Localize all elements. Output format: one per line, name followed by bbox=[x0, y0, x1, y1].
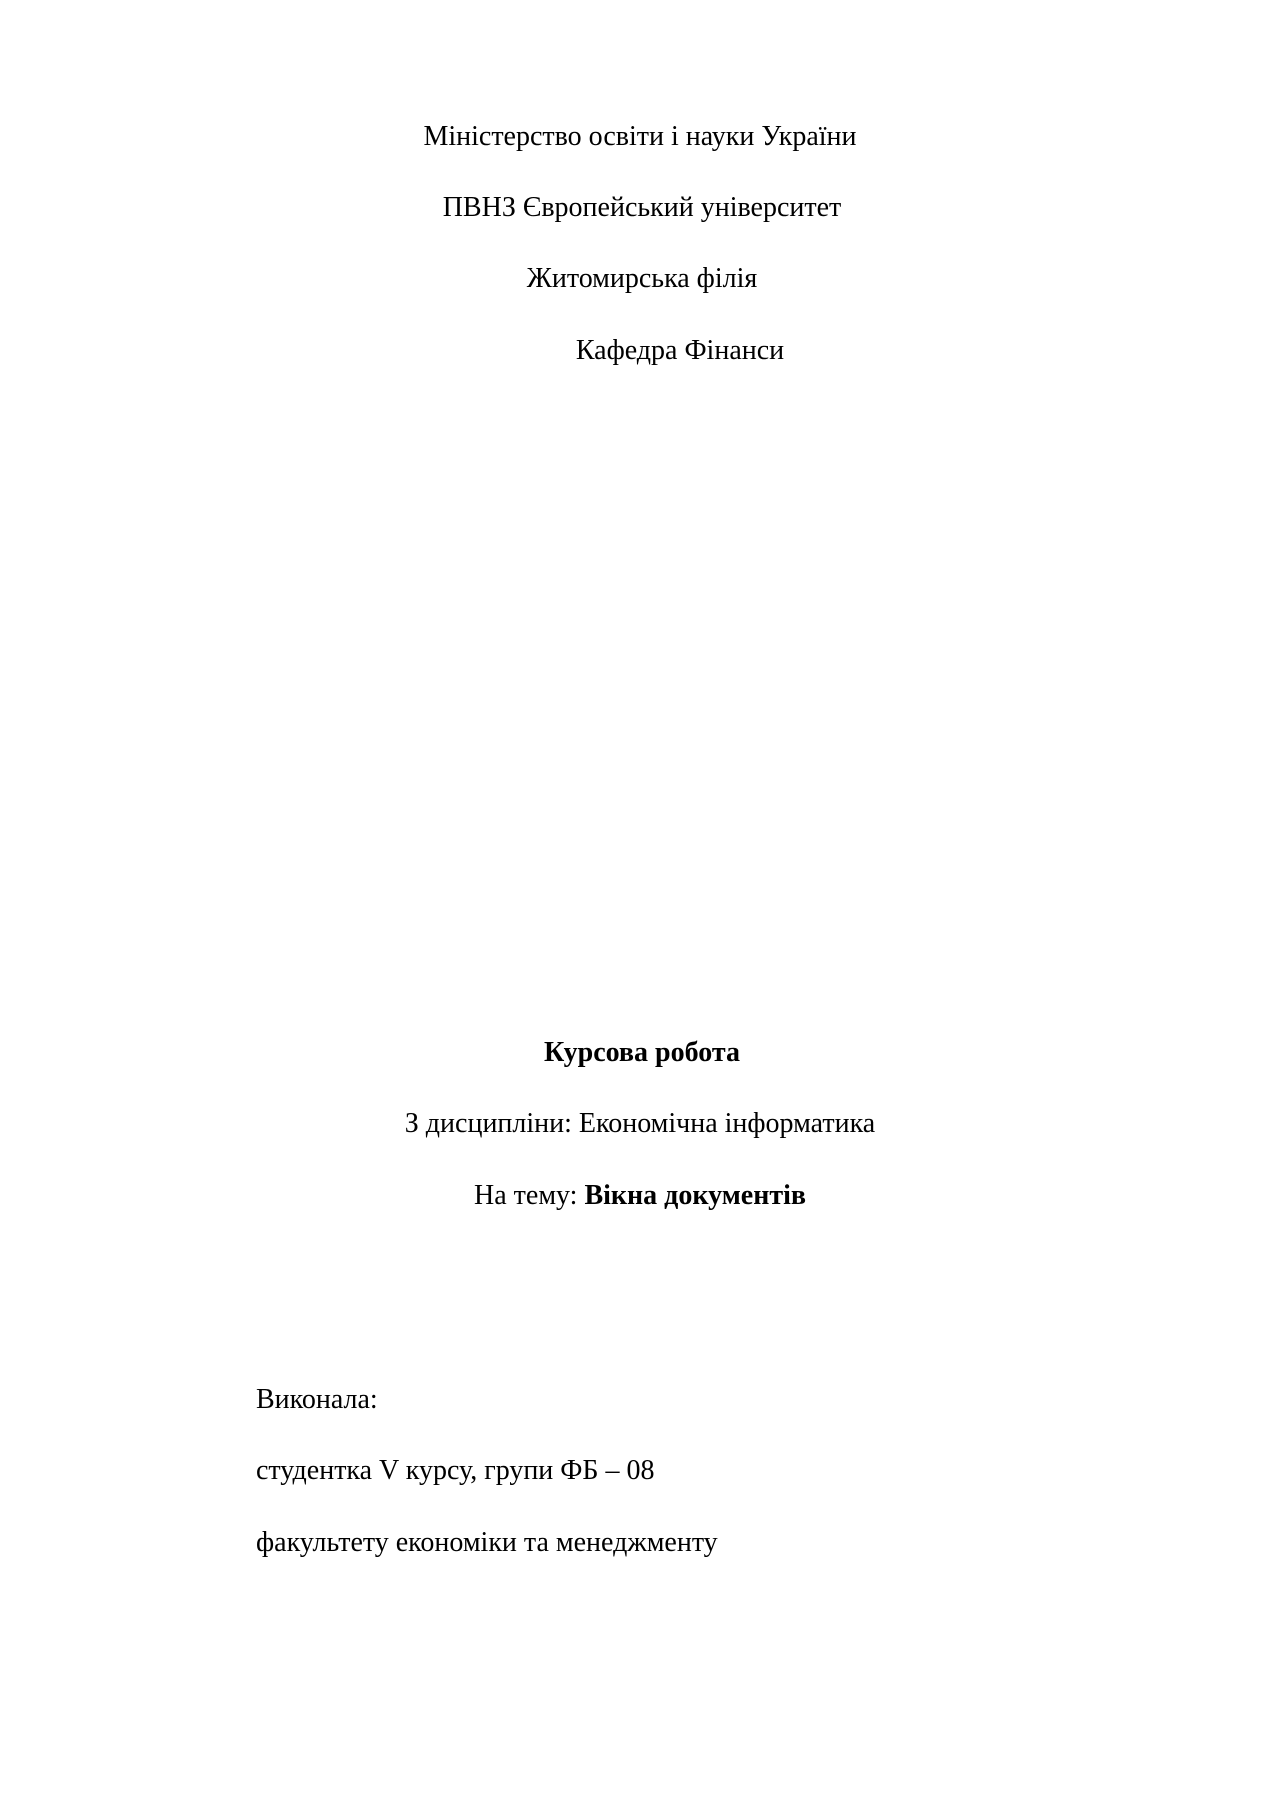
topic-line bbox=[0, 1179, 1280, 1213]
work-type-title: Курсова робота bbox=[544, 1037, 740, 1068]
university-line: ПВНЗ Європейський університет bbox=[442, 192, 842, 223]
performed-by-label: Виконала: bbox=[256, 1384, 378, 1415]
topic-title: Вікна документів bbox=[584, 1180, 806, 1211]
topic-label: На тему: bbox=[474, 1180, 578, 1211]
student-info-line: студентка V курсу, групи ФБ – 08 bbox=[256, 1455, 655, 1486]
faculty-line: факультету економіки та менеджменту bbox=[256, 1527, 718, 1558]
discipline-line: З дисципліни: Економічна інформатика bbox=[404, 1108, 876, 1139]
branch-line: Житомирська філія bbox=[526, 263, 758, 294]
department-line: Кафедра Фінанси bbox=[575, 335, 785, 366]
ministry-line: Міністерство освіти і науки України bbox=[423, 121, 857, 152]
